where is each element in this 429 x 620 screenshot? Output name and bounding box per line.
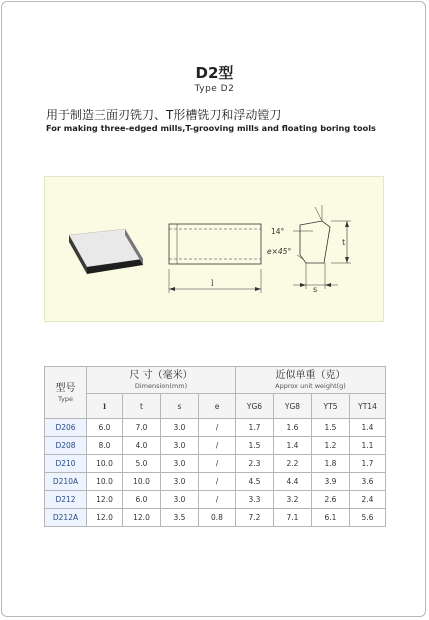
l-cell: 12.0 <box>87 509 123 527</box>
col-yg6-header: YG6 <box>236 394 274 419</box>
length-dimension-label: l <box>211 279 214 288</box>
table-subheader-row <box>45 394 386 419</box>
l-cell: 12.0 <box>87 491 123 509</box>
type-cell: D210 <box>45 455 87 473</box>
e-cell: / <box>199 437 236 455</box>
weight-header-en: Approx unit weight(g) <box>275 382 346 390</box>
t-cell: 7.0 <box>123 419 161 437</box>
type-cell: D208 <box>45 437 87 455</box>
l-cell: 8.0 <box>87 437 123 455</box>
type-cell: D212A <box>45 509 87 527</box>
yg8-cell: 2.2 <box>274 455 312 473</box>
yt5-cell: 1.2 <box>312 437 350 455</box>
angle-label: 14° <box>271 227 285 236</box>
yt5-cell: 1.5 <box>312 419 350 437</box>
s-cell: 3.0 <box>161 455 199 473</box>
table-row <box>45 437 386 455</box>
yt14-cell: 1.7 <box>350 455 386 473</box>
table-header-row <box>45 367 386 394</box>
yt14-cell: 5.6 <box>350 509 386 527</box>
e-cell: / <box>199 473 236 491</box>
insert-figure <box>44 176 384 322</box>
yt5-cell: 3.9 <box>312 473 350 491</box>
col-l-header: l <box>87 394 123 419</box>
col-t-header: t <box>123 394 161 419</box>
col-yt5-header: YT5 <box>312 394 350 419</box>
insert-drawing <box>45 177 385 323</box>
dimension-header-cn: 尺 寸（毫米） <box>129 370 193 381</box>
yg6-cell: 7.2 <box>236 509 274 527</box>
s-cell: 3.5 <box>161 509 199 527</box>
col-yg8-header: YG8 <box>274 394 312 419</box>
table-row <box>45 491 386 509</box>
yg8-cell: 7.1 <box>274 509 312 527</box>
t-cell: 5.0 <box>123 455 161 473</box>
page-subtitle: Type D2 <box>194 84 235 94</box>
s-cell: 3.0 <box>161 419 199 437</box>
t-cell: 10.0 <box>123 473 161 491</box>
width-dimension-label: s <box>313 285 318 294</box>
thickness-dimension-label: t <box>342 238 346 247</box>
table-row <box>45 419 386 437</box>
yt14-cell: 1.1 <box>350 437 386 455</box>
yt5-cell: 1.8 <box>312 455 350 473</box>
yg6-cell: 1.5 <box>236 437 274 455</box>
col-yt14-header: YT14 <box>350 394 386 419</box>
spec-table <box>44 366 386 527</box>
s-cell: 3.0 <box>161 473 199 491</box>
chamfer-label: e×45° <box>267 247 292 256</box>
yg6-cell: 1.7 <box>236 419 274 437</box>
type-cell: D212 <box>45 491 87 509</box>
side-view-drawing <box>169 224 261 293</box>
yt5-cell: 6.1 <box>312 509 350 527</box>
yt5-cell: 2.6 <box>312 491 350 509</box>
insert-3d-image <box>69 229 143 274</box>
purpose-english: For making three-edged mills,T-grooving mills and floating boring tools <box>46 123 376 133</box>
yg8-cell: 4.4 <box>274 473 312 491</box>
type-header-cn: 型号 <box>55 382 76 394</box>
table-row <box>45 473 386 491</box>
weight-header <box>236 367 386 394</box>
l-cell: 10.0 <box>87 473 123 491</box>
e-cell: / <box>199 455 236 473</box>
s-cell: 3.0 <box>161 437 199 455</box>
yg6-cell: 3.3 <box>236 491 274 509</box>
dimension-header-en: Dimension(mm) <box>134 382 188 390</box>
table-row <box>45 455 386 473</box>
l-cell: 10.0 <box>87 455 123 473</box>
t-cell: 6.0 <box>123 491 161 509</box>
weight-header-cn: 近似单重（克） <box>275 370 346 381</box>
end-view-drawing <box>293 205 351 289</box>
purpose-chinese: 用于制造三面刃铣刀、T形槽铣刀和浮动镗刀 <box>46 108 282 122</box>
e-cell: / <box>199 419 236 437</box>
type-cell: D206 <box>45 419 87 437</box>
e-cell: 0.8 <box>199 509 236 527</box>
yg8-cell: 3.2 <box>274 491 312 509</box>
yg8-cell: 1.6 <box>274 419 312 437</box>
table-row <box>45 509 386 527</box>
e-cell: / <box>199 491 236 509</box>
l-cell: 6.0 <box>87 419 123 437</box>
yg6-cell: 2.3 <box>236 455 274 473</box>
yt14-cell: 3.6 <box>350 473 386 491</box>
col-s-header: s <box>161 394 199 419</box>
page-title: D2型 <box>195 64 234 82</box>
yg6-cell: 4.5 <box>236 473 274 491</box>
type-header-en: Type <box>58 394 73 403</box>
yt14-cell: 2.4 <box>350 491 386 509</box>
t-cell: 4.0 <box>123 437 161 455</box>
t-cell: 12.0 <box>123 509 161 527</box>
s-cell: 3.0 <box>161 491 199 509</box>
yg8-cell: 1.4 <box>274 437 312 455</box>
yt14-cell: 1.4 <box>350 419 386 437</box>
dimension-header <box>87 367 236 394</box>
type-header <box>45 367 87 419</box>
type-cell: D210A <box>45 473 87 491</box>
col-e-header: e <box>199 394 236 419</box>
